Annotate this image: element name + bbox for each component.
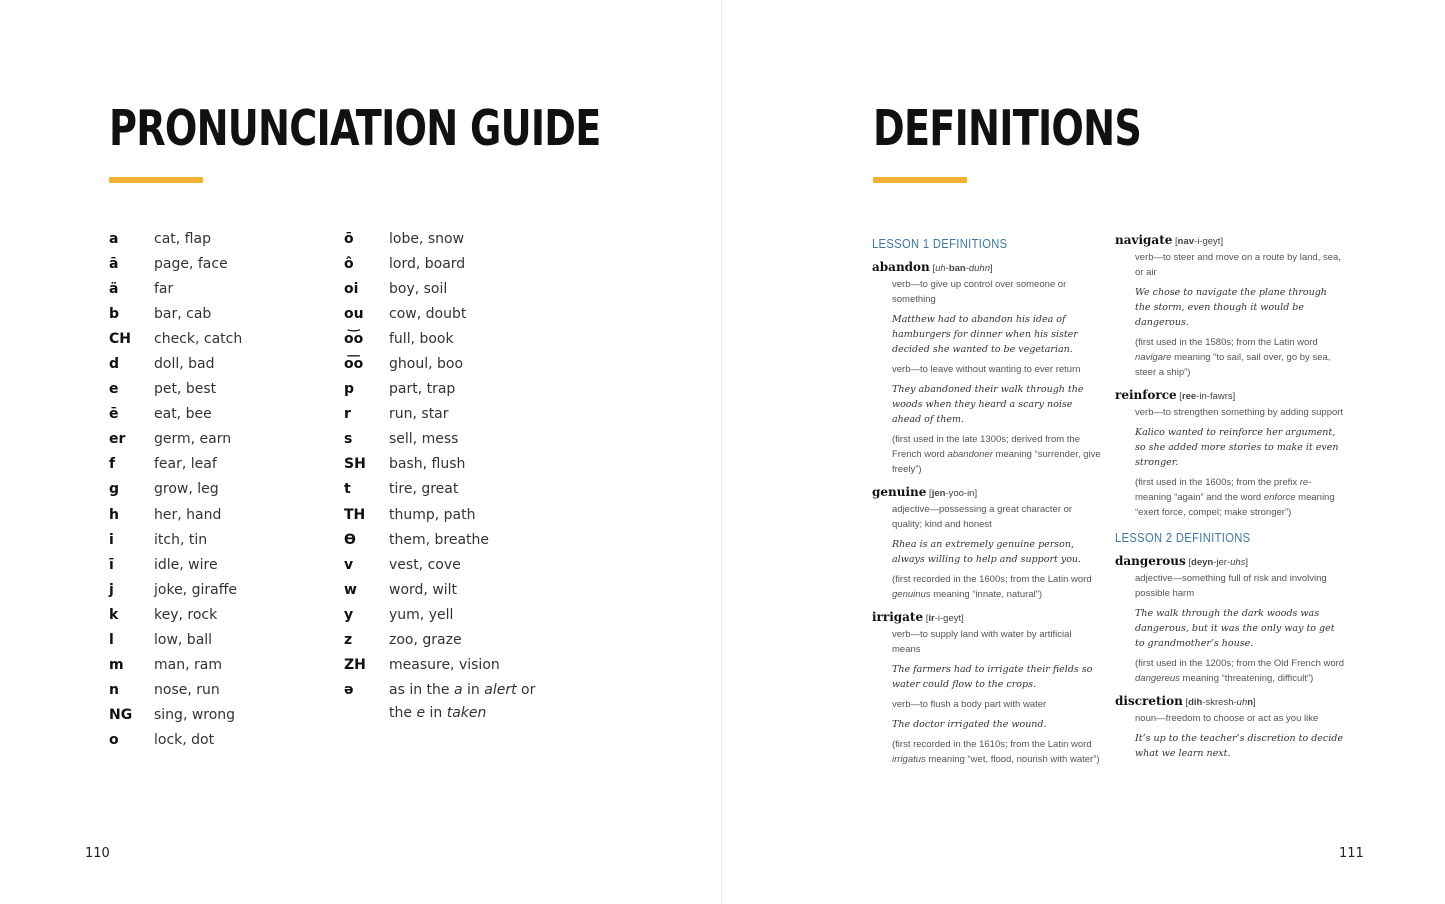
etymology (1135, 335, 1345, 380)
pronunciation-row (109, 477, 242, 502)
pronunciation-row (344, 326, 535, 351)
etymology (1135, 656, 1345, 686)
pronunciation-row (344, 477, 535, 502)
pronunciation-example: lock, dot (154, 732, 215, 749)
pronunciation-symbol: er (109, 431, 126, 448)
pronunciation-guide-title: PRONUNCIATION GUIDE (109, 100, 601, 157)
pronunciation-symbol: o (109, 732, 119, 749)
pronunciation-example: ghoul, boo (389, 356, 464, 373)
pronunciation-row (109, 276, 242, 301)
pronunciation-symbol: w (344, 581, 357, 598)
pronunciation-row (109, 226, 242, 251)
pron-stress: dih (1188, 697, 1203, 708)
pronunciation-example: cat, flap (154, 230, 211, 247)
entry-head (1115, 387, 1345, 405)
etymology (892, 572, 1102, 602)
etymology (892, 737, 1102, 767)
schwa-symbol: ə (344, 681, 354, 698)
pronunciation-row (109, 351, 242, 376)
pronunciation-example: thump, path (389, 506, 476, 523)
pronunciation-row (109, 577, 242, 602)
pron-stress: ree (1181, 391, 1197, 402)
pronunciation-example: man, ram (154, 657, 222, 674)
entry-abandon (872, 259, 1102, 477)
pronunciation-row (344, 502, 535, 527)
example-sentence: The farmers had to irrigate their fields so water could flow to the crops. (892, 664, 1093, 690)
pronunciation-row (109, 653, 242, 678)
pronunciation-row (109, 251, 242, 276)
pronunciation-example: sell, mess (389, 431, 459, 448)
pron-bracket: [ (1172, 236, 1178, 247)
pronunciation (1183, 697, 1256, 708)
pronunciation-symbol: o͝o (344, 330, 364, 347)
schwa-text: as in the (389, 681, 454, 698)
pron-bracket: ] (1253, 697, 1256, 708)
pron-bracket: ] (961, 613, 964, 624)
definition: verb—to leave without wanting to ever return (892, 364, 1081, 375)
pronunciation-symbol: o͞o (344, 356, 364, 373)
pronunciation-symbol: i (109, 531, 114, 548)
pronunciation-example: sing, wrong (154, 707, 236, 724)
entry-dangerous (1115, 553, 1345, 686)
etymology-text: meaning “exert force, compel; make stronger”) (1135, 492, 1335, 518)
definition: verb—to give up control over someone or something (892, 279, 1067, 305)
entry-discretion (1115, 693, 1345, 761)
etymology-word: irrigatus (892, 754, 926, 765)
etymology-text: meaning “threatening, difficult”) (1179, 673, 1314, 684)
pron-bracket: ] (1245, 557, 1249, 568)
pronunciation-example: key, rock (154, 606, 218, 623)
pronunciation-symbol: p (344, 381, 355, 398)
schwa-row (344, 679, 535, 725)
pron-part: -skresh- (1202, 697, 1237, 708)
entry-head (872, 609, 1102, 627)
pronunciation-row (109, 427, 242, 452)
schwa-text: or (516, 681, 536, 698)
pronunciation-row (344, 527, 535, 552)
pronunciation-example: tire, great (389, 481, 459, 498)
pron-part: uh (1236, 697, 1248, 708)
pronunciation-example: eat, bee (154, 406, 212, 423)
etymology-word: abandoner (947, 449, 993, 460)
pronunciation-row (344, 276, 535, 301)
entry-head (1115, 232, 1345, 250)
pronunciation-example: far (154, 280, 174, 297)
pronunciation-row (109, 301, 242, 326)
pron-stress: n (1247, 697, 1254, 708)
definition: verb—to steer and move on a route by land, sea, or air (1135, 252, 1341, 278)
etymology-text: (first recorded in the 1610s; from the Latin word (892, 739, 1092, 750)
pron-bracket: ] (1220, 236, 1224, 247)
pronunciation-symbol: oi (344, 280, 359, 297)
pronunciation-example: cow, doubt (389, 305, 467, 322)
etymology-text: (first used in the 1580s; from the Latin word (1135, 337, 1318, 348)
pronunciation-example: full, book (389, 330, 454, 347)
example-sentence: Rhea is an extremely genuine person, always willing to help and support you. (892, 539, 1082, 565)
pronunciation-example: page, face (154, 255, 228, 272)
headword: discretion (1115, 694, 1183, 708)
pronunciation-symbol: b (109, 305, 120, 322)
pronunciation-symbol: ō (344, 230, 354, 247)
pronunciation-symbol: a (109, 230, 119, 247)
schwa-letter-a: a (453, 681, 463, 698)
pron-bracket: [ (1176, 391, 1182, 402)
pronunciation-symbol: k (109, 606, 119, 623)
pronunciation (1186, 557, 1248, 568)
pronunciation-example: part, trap (389, 381, 456, 398)
etymology-text: meaning “to sail, sail over, go by sea, steer a ship”) (1135, 352, 1331, 378)
schwa-text: the (389, 704, 417, 721)
definition: adjective—possessing a great character or quality; kind and honest (892, 504, 1073, 530)
pronunciation-symbol: m (109, 657, 124, 674)
right-page (722, 0, 1445, 904)
page-number-left: 110 (85, 846, 110, 861)
headword: dangerous (1115, 554, 1186, 568)
pronunciation-row (109, 602, 242, 627)
headword: navigate (1115, 233, 1173, 247)
pron-part: -in-fawrs (1196, 391, 1233, 402)
pronunciation-row (344, 452, 535, 477)
etymology-text: meaning “surrender, give freely”) (892, 449, 1101, 475)
entry-head (872, 259, 1102, 277)
pronunciation-example: them, breathe (389, 531, 490, 548)
headword: reinforce (1115, 388, 1177, 402)
pron-stress: ban (948, 263, 966, 274)
pronunciation-row (109, 527, 242, 552)
pron-part: -jer- (1213, 557, 1231, 568)
pronunciation-row (344, 577, 535, 602)
schwa-example (389, 679, 535, 725)
etymology-word: navigare (1135, 352, 1172, 363)
pronunciation-row (344, 402, 535, 427)
pronunciation-column-2-rows (344, 226, 535, 678)
pronunciation-example: lobe, snow (389, 230, 465, 247)
entry-head (1115, 693, 1345, 711)
pronunciation-row (109, 502, 242, 527)
pronunciation-row (109, 452, 242, 477)
pronunciation-example: lord, board (389, 255, 466, 272)
pron-bracket: ] (990, 263, 993, 274)
pron-part: -i-geyt (934, 613, 962, 624)
etymology-text: (first used in the late 1300s; derived from the French word (892, 434, 1080, 460)
headword: abandon (872, 260, 930, 274)
pron-part: -i-geyt (1194, 236, 1221, 247)
pronunciation-example: nose, run (154, 682, 220, 699)
pronunciation-example: low, ball (154, 632, 213, 649)
example-sentence: We chose to navigate the plane through the storm, even though it would be dangerous. (1135, 287, 1327, 328)
pronunciation-row (109, 678, 242, 703)
pron-bracket: [ (929, 263, 936, 274)
pronunciation-example: zoo, graze (389, 632, 462, 649)
pronunciation (1177, 391, 1236, 402)
pronunciation-example: pet, best (154, 381, 217, 398)
pronunciation-row (109, 628, 242, 653)
pronunciation-symbol: ī (109, 556, 114, 573)
definitions-column-1 (872, 234, 1102, 774)
pron-part: -duhn (965, 263, 991, 274)
pronunciation-symbol: n (109, 682, 119, 699)
etymology-text: meaning “wet, flood, nourish with water”) (925, 754, 1100, 765)
pronunciation-symbol: g (109, 481, 120, 498)
pronunciation (923, 613, 964, 624)
pronunciation-symbol: z (344, 632, 353, 649)
definition: verb—to strengthen something by adding support (1135, 407, 1344, 418)
pronunciation-row (109, 402, 242, 427)
pronunciation-symbol: d (109, 356, 120, 373)
pronunciation-symbol: ē (109, 406, 119, 423)
pronunciation-column-2 (344, 226, 535, 725)
pronunciation-example: check, catch (154, 330, 243, 347)
example-sentence: It’s up to the teacher’s discretion to decide what we learn next. (1135, 733, 1343, 759)
pronunciation-example: measure, vision (389, 657, 500, 674)
schwa-text: in (425, 704, 447, 721)
pronunciation-symbol: h (109, 506, 119, 523)
pron-bracket: [ (1185, 557, 1192, 568)
pronunciation-row (344, 427, 535, 452)
pronunciation-row (344, 377, 535, 402)
lesson-2-heading: LESSON 2 DEFINITIONS (1115, 530, 1251, 545)
example-sentence: They abandoned their walk through the woods when they heard a scary noise ahead of them. (892, 384, 1084, 425)
definition: verb—to flush a body part with water (892, 699, 1047, 710)
pronunciation-symbol: Ɵ (344, 531, 356, 548)
pronunciation-symbol: ô (344, 255, 354, 272)
pronunciation-symbol: ou (344, 305, 364, 322)
pron-part: uh- (935, 263, 949, 274)
entry-head (872, 484, 1102, 502)
pronunciation-row (344, 351, 535, 376)
pronunciation-example: bash, flush (389, 456, 466, 473)
pron-bracket: [ (923, 613, 929, 624)
schwa-letter-e: e (416, 704, 426, 721)
schwa-text: in (462, 681, 485, 698)
pronunciation-symbol: y (344, 606, 354, 623)
definition: verb—to supply land with water by artificial means (892, 629, 1072, 655)
pronunciation (930, 263, 993, 274)
pronunciation (1172, 236, 1223, 247)
pron-bracket: ] (1232, 391, 1236, 402)
pronunciation-symbol: e (109, 381, 119, 398)
pronunciation-row (344, 251, 535, 276)
pronunciation-symbol: TH (344, 506, 366, 523)
pronunciation-example: joke, giraffe (154, 581, 237, 598)
pronunciation-row (344, 628, 535, 653)
pronunciation-example: bar, cab (154, 305, 212, 322)
pronunciation-example: boy, soil (389, 280, 448, 297)
pron-stress: deyn (1191, 557, 1214, 568)
pronunciation-symbol: ä (109, 280, 119, 297)
pronunciation-symbol: l (109, 632, 114, 649)
pronunciation-symbol: ZH (344, 657, 366, 674)
pron-part: -yoo-in (945, 488, 975, 499)
pronunciation-example: her, hand (154, 506, 222, 523)
schwa-word-alert: alert (484, 681, 517, 698)
pronunciation-symbol: ā (109, 255, 119, 272)
pron-bracket: [ (1182, 697, 1189, 708)
pronunciation-row (109, 552, 242, 577)
pronunciation-symbol: SH (344, 456, 366, 473)
pron-bracket: ] (974, 488, 978, 499)
pronunciation-example: grow, leg (154, 481, 219, 498)
schwa-word-taken: taken (446, 704, 487, 721)
headword: irrigate (872, 610, 924, 624)
pronunciation-example: itch, tin (154, 531, 208, 548)
pronunciation-example: word, wilt (389, 581, 458, 598)
example-sentence: Matthew had to abandon his idea of hamburgers for dinner when his sister decided she wanted to be vegetarian. (892, 314, 1078, 355)
pron-bracket: [ (926, 488, 932, 499)
definition: adjective—something full of risk and involving possible harm (1135, 573, 1327, 599)
pronunciation-row (344, 552, 535, 577)
pronunciation (926, 488, 977, 499)
etymology-text: (first recorded in the 1600s; from the Latin word (892, 574, 1092, 585)
etymology-text: meaning “innate, natural”) (930, 589, 1042, 600)
etymology-word: dangereus (1135, 673, 1180, 684)
definitions-column-2 (1115, 232, 1345, 768)
pronunciation-row (344, 301, 535, 326)
pronunciation-example: yum, yell (389, 606, 454, 623)
etymology-word: enforce (1263, 492, 1296, 503)
pronunciation-row (344, 653, 535, 678)
pron-stress: nav (1177, 236, 1195, 247)
headword: genuine (872, 485, 927, 499)
etymology (892, 432, 1102, 477)
pronunciation-example: germ, earn (154, 431, 232, 448)
etymology-text: (first used in the 1200s; from the Old French word (1135, 658, 1345, 669)
pronunciation-row (109, 377, 242, 402)
pronunciation-example: run, star (389, 406, 449, 423)
etymology-word: re- (1299, 477, 1312, 488)
pronunciation-symbol: f (109, 456, 116, 473)
lesson-1-heading: LESSON 1 DEFINITIONS (872, 236, 1008, 251)
example-sentence: Kalico wanted to reinforce her argument, so she added more stories to make it even stronger. (1135, 427, 1339, 468)
pronunciation-symbol: j (109, 581, 114, 598)
entry-reinforce (1115, 387, 1345, 520)
title-accent-rule (873, 177, 967, 183)
definition: noun—freedom to choose or act as you like (1135, 713, 1319, 724)
pron-stress: ir (928, 613, 935, 624)
pronunciation-row (344, 602, 535, 627)
definitions-title: DEFINITIONS (873, 100, 1142, 157)
title-accent-rule (109, 177, 203, 183)
pronunciation-symbol: s (344, 431, 353, 448)
pronunciation-row (109, 703, 242, 728)
entry-irrigate (872, 609, 1102, 767)
left-page (0, 0, 722, 904)
pronunciation-example: idle, wire (154, 556, 218, 573)
pronunciation-symbol: NG (109, 707, 133, 724)
etymology-word: genuinus (892, 589, 931, 600)
pronunciation-row (109, 728, 242, 753)
pronunciation-row (344, 226, 535, 251)
pronunciation-symbol: v (344, 556, 354, 573)
entry-navigate (1115, 232, 1345, 380)
example-sentence: The walk through the dark woods was dangerous, but it was the only way to get to grandmother’s house. (1135, 608, 1335, 649)
entry-head (1115, 553, 1345, 571)
pron-stress: jen (931, 488, 946, 499)
page-number-right: 111 (1339, 846, 1364, 861)
pronunciation-example: doll, bad (154, 356, 215, 373)
etymology-text: (first used in the 1600s; from the prefix (1135, 477, 1300, 488)
pronunciation-example: fear, leaf (154, 456, 217, 473)
example-sentence: The doctor irrigated the wound. (892, 719, 1047, 730)
pronunciation-symbol: t (344, 481, 351, 498)
pronunciation-example: vest, cove (389, 556, 461, 573)
etymology-text: meaning “again” and the word (1135, 492, 1264, 503)
pronunciation-symbol: CH (109, 330, 131, 347)
etymology (1135, 475, 1345, 520)
pronunciation-column-1 (109, 226, 242, 753)
pronunciation-row (109, 326, 242, 351)
pronunciation-symbol: r (344, 406, 351, 423)
pron-part: uhs (1230, 557, 1246, 568)
entry-genuine (872, 484, 1102, 602)
